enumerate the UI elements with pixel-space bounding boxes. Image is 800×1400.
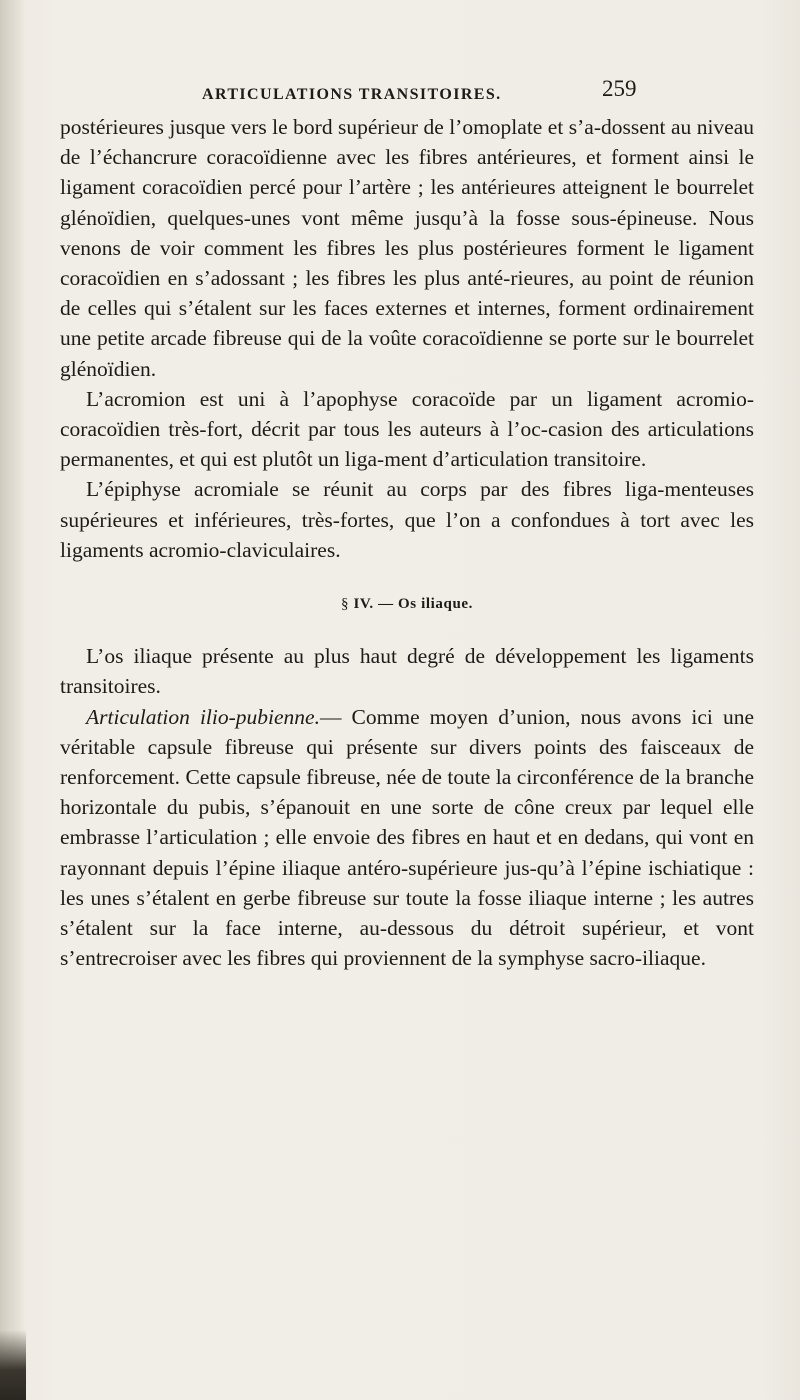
section-heading-text: IV. — Os iliaque. xyxy=(353,596,473,613)
page-edge-mark xyxy=(0,1330,26,1400)
paragraph-continuation: postérieures jusque vers le bord supérieur de l’omoplate et s’a-dossent au niveau de l’échancrure coracoïdienne avec les fibres antérieures, et forment ainsi le ligament coracoïdien percé pour l’artère ; les antérieures atteignent le bourrelet glénoïdien, quelques-unes vont même jusqu’à la fosse sous-épineuse. Nous venons de voir comment les fibres les plus postérieures forment le ligament coracoïdien en s’adossant ; les fibres les plus anté-rieures, au point de réunion de celles qui s’étalent sur les faces externes et internes, forment ordinairement une petite arcade fibreuse qui de la voûte coracoïdienne se porte sur le bourrelet glénoïdien. xyxy=(60,115,754,381)
paragraph-ilio-pubienne xyxy=(60,702,754,974)
binding-shadow xyxy=(0,0,26,1400)
paragraph-ilio-pubienne-text: — Comme moyen d’union, nous avons ici une véritable capsule fibreuse qui présente sur divers points des faisceaux de renforcement. Cette capsule fibreuse, née de toute la circonférence de la branche horizontale du pubis, s’épanouit en une sorte de cône creux par lequel elle embrasse l’articulation ; elle envoie des fibres en haut et en dedans, qui vont en rayonnant depuis l’épine iliaque antéro-supérieure jus-qu’à l’épine ischiatique : les unes s’étalent en gerbe fibreuse sur toute la fosse iliaque interne ; les autres s’étalent sur la face interne, au-dessous du détroit supérieur, et vont s’entrecroiser avec les fibres qui proviennent de la symphyse sacro-iliaque. xyxy=(60,704,754,971)
page-header xyxy=(64,76,764,106)
paragraph-os-iliaque: L’os iliaque présente au plus haut degré de développement les ligaments transitoires. xyxy=(60,644,754,699)
paragraph-epiphyse: L’épiphyse acromiale se réunit au corps par des fibres liga-menteuses supérieures et inférieures, très-fortes, que l’on a confondues à tort avec les ligaments acromio-claviculaires. xyxy=(60,477,754,562)
page-number: 259 xyxy=(602,76,637,101)
run-in-title: Articulation ilio-pubienne. xyxy=(86,704,320,729)
section-sign: § xyxy=(340,596,350,613)
paragraph-acromion: L’acromion est uni à l’apophyse coracoïde par un ligament acromio-coracoïdien très-fort, décrit par tous les auteurs à l’oc-casion des articulations permanentes, et qui est plutôt un liga-ment d’articulation transitoire. xyxy=(60,386,754,472)
body-text xyxy=(60,112,754,973)
section-heading xyxy=(60,589,754,619)
running-title: ARTICULATIONS TRANSITOIRES. xyxy=(202,86,502,103)
